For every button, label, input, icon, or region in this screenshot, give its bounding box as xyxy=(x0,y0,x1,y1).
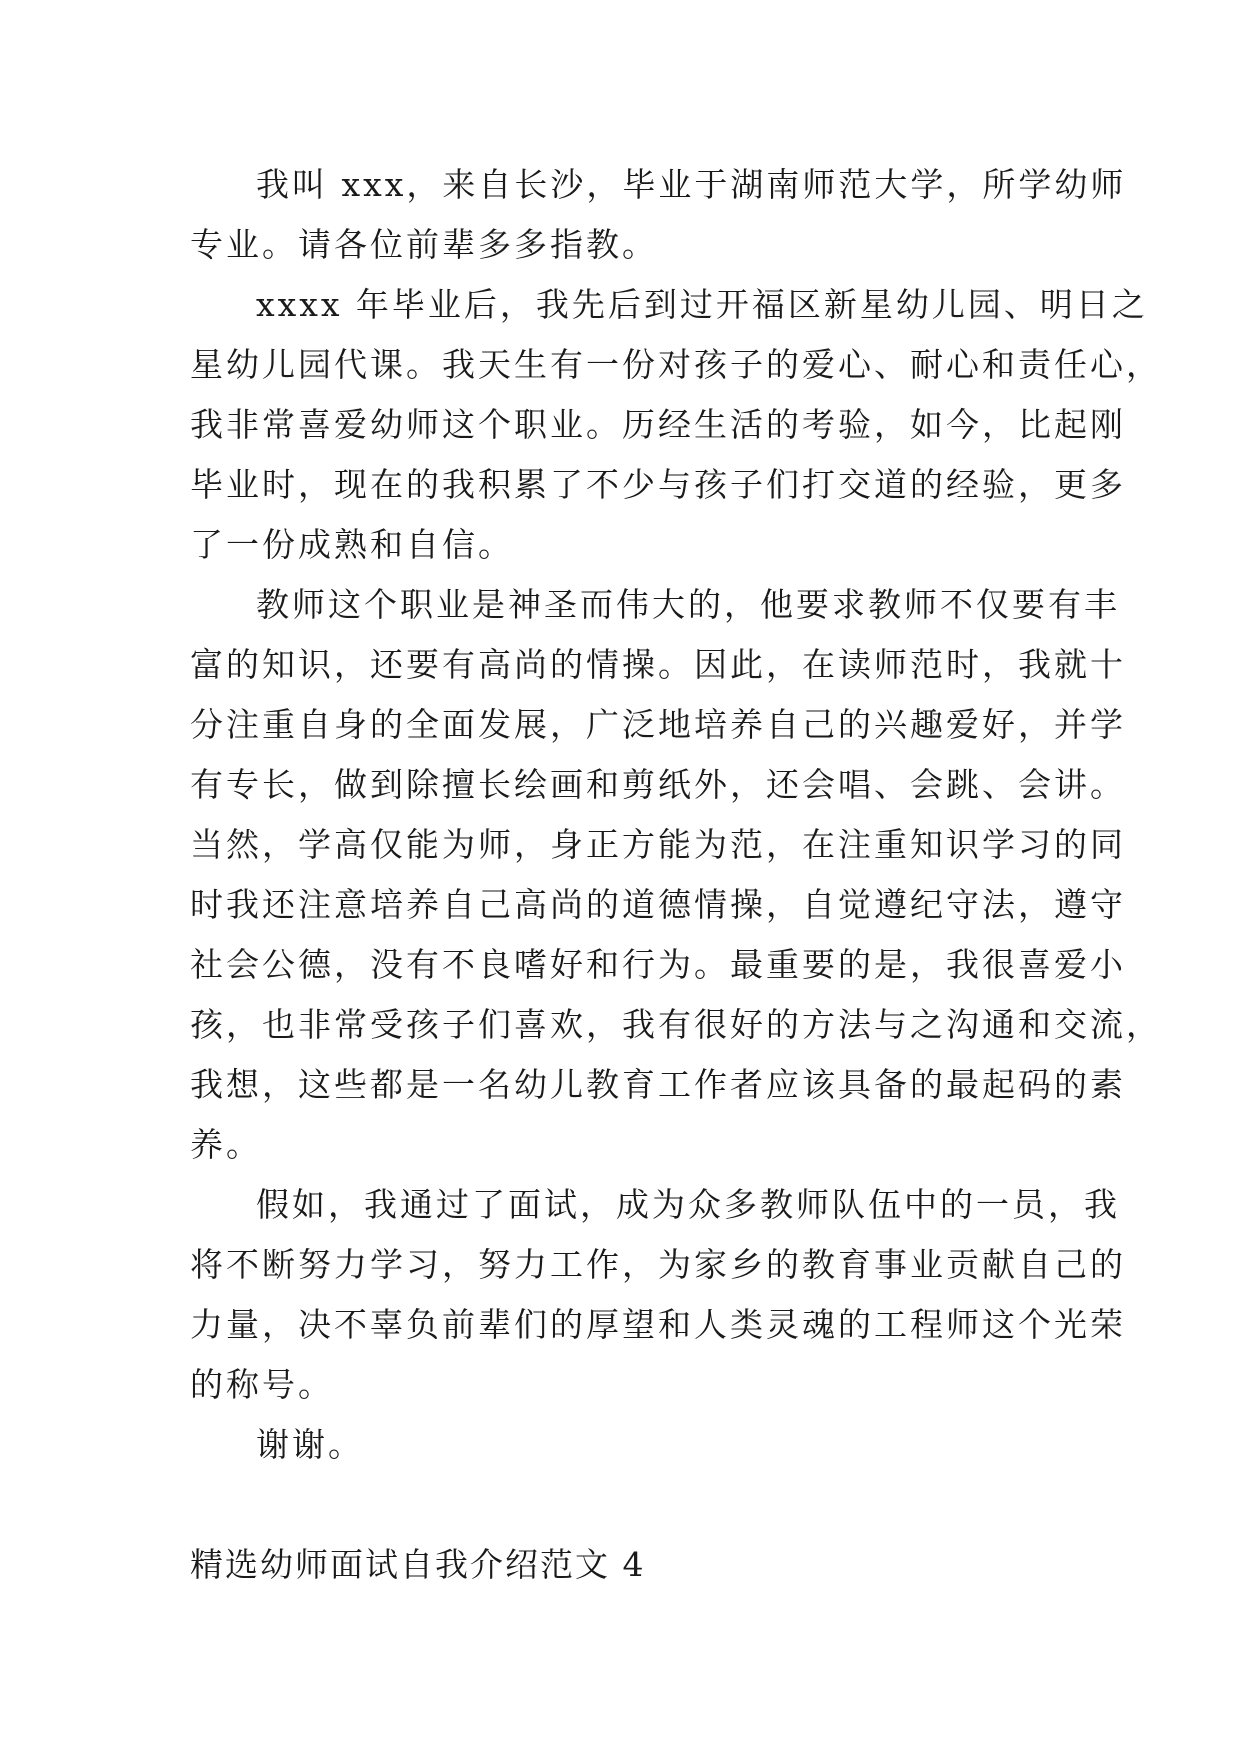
text-line: 假如，我通过了面试，成为众多教师队伍中的一员，我 xyxy=(256,1185,1120,1224)
text-line: 富的知识，还要有高尚的情操。因此，在读师范时，我就十 xyxy=(190,645,1126,684)
paragraph xyxy=(190,575,1162,1175)
text-line: 我叫 xxx，来自长沙，毕业于湖南师范大学，所学幼师 xyxy=(256,165,1127,204)
text-line: 教师这个职业是神圣而伟大的，他要求教师不仅要有丰 xyxy=(256,585,1120,624)
text-line: 谢谢。 xyxy=(256,1425,364,1464)
text-line: 有专长，做到除擅长绘画和剪纸外，还会唱、会跳、会讲。 xyxy=(190,765,1126,804)
text-line: 分注重自身的全面发展，广泛地培养自己的兴趣爱好，并学 xyxy=(190,705,1126,744)
paragraph xyxy=(190,1175,1126,1415)
paragraph xyxy=(190,155,1127,275)
text-line: 我想，这些都是一名幼儿教育工作者应该具备的最起码的素 xyxy=(190,1065,1126,1104)
text-line: 我非常喜爱幼师这个职业。历经生活的考验，如今，比起刚 xyxy=(190,405,1126,444)
text-line: 力量，决不辜负前辈们的厚望和人类灵魂的工程师这个光荣 xyxy=(190,1305,1126,1344)
text-line: 了一份成熟和自信。 xyxy=(190,525,514,564)
text-line: 毕业时，现在的我积累了不少与孩子们打交道的经验，更多 xyxy=(190,465,1126,504)
text-line: 专业。请各位前辈多多指教。 xyxy=(190,225,658,264)
text-line: xxxx 年毕业后，我先后到过开福区新星幼儿园、明日之 xyxy=(256,285,1148,324)
text-line: 社会公德，没有不良嗜好和行为。最重要的是，我很喜爱小 xyxy=(190,945,1126,984)
text-line: 星幼儿园代课。我天生有一份对孩子的爱心、耐心和责任心， xyxy=(190,345,1162,384)
text-line: 的称号。 xyxy=(190,1365,334,1404)
paragraph xyxy=(190,275,1162,575)
text-line: 将不断努力学习，努力工作，为家乡的教育事业贡献自己的 xyxy=(190,1245,1126,1284)
paragraph xyxy=(190,1415,1060,1475)
blank-line xyxy=(190,1475,1060,1535)
text-line: 当然，学高仅能为师，身正方能为范，在注重知识学习的同 xyxy=(190,825,1126,864)
text-line: 养。 xyxy=(190,1125,262,1164)
text-line: 孩，也非常受孩子们喜欢，我有很好的方法与之沟通和交流， xyxy=(190,1005,1162,1044)
text-line: 时我还注意培养自己高尚的道德情操，自觉遵纪守法，遵守 xyxy=(190,885,1126,924)
section-heading: 精选幼师面试自我介绍范文 4 xyxy=(190,1545,646,1584)
document-body xyxy=(190,155,1162,1595)
